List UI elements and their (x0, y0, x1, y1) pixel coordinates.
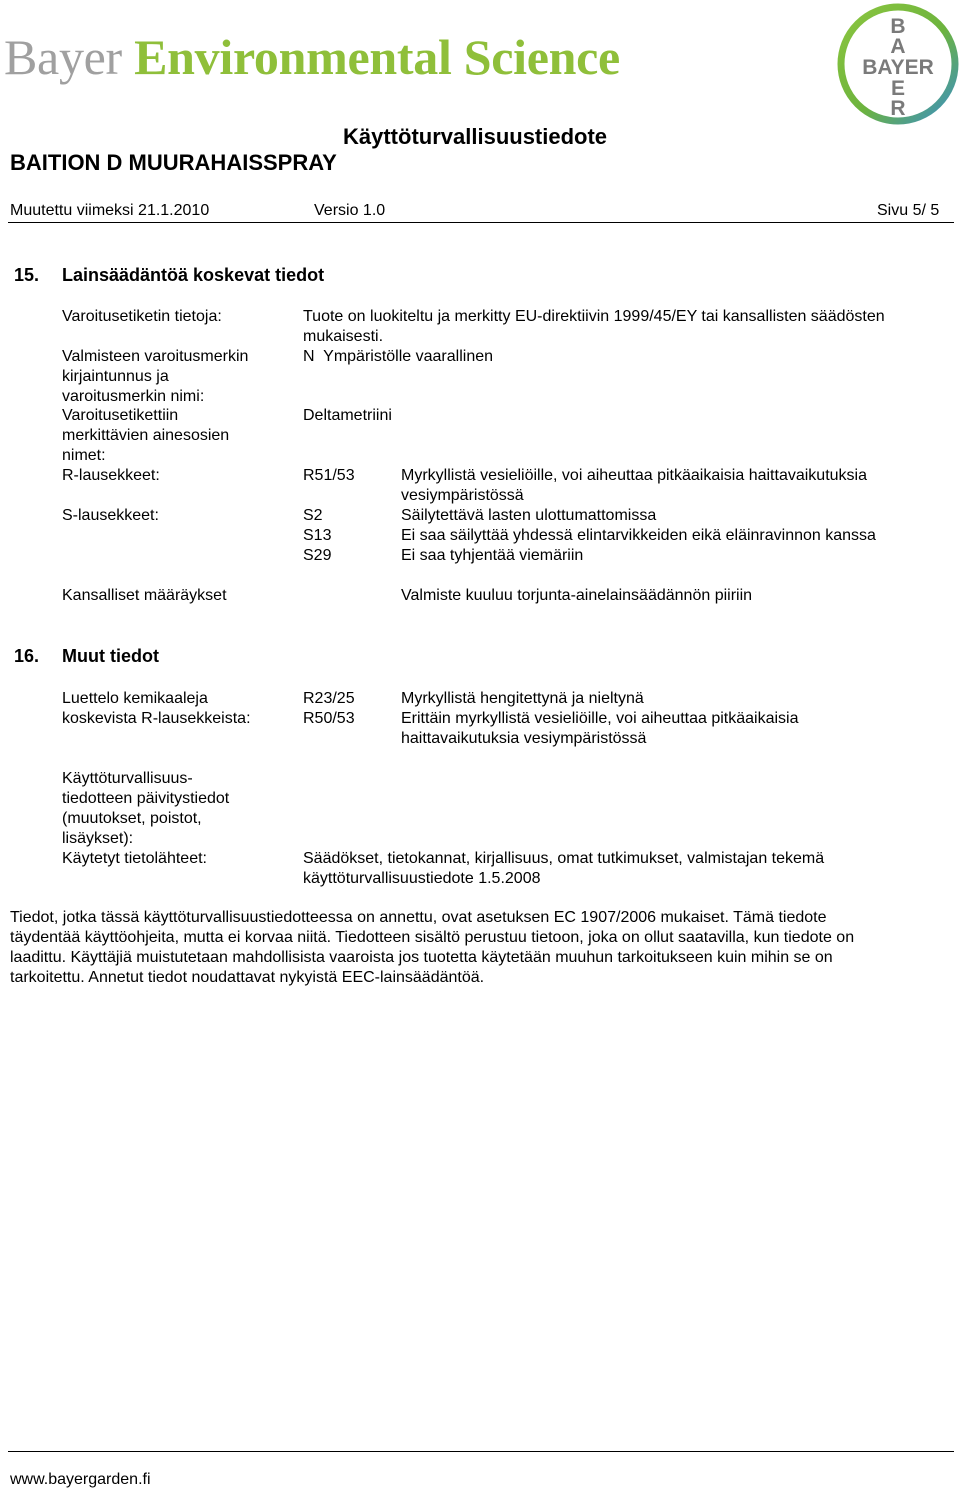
logo-word-bayer: BAYER (862, 56, 934, 79)
label-symbol-line1: Valmisteen varoitusmerkin (62, 348, 249, 365)
label-r-list-line1: Luettelo kemikaaleja (62, 690, 208, 707)
r-phrase-code: R51/53 (303, 467, 355, 484)
logo-letter-b: B (890, 15, 906, 38)
s-phrase-code: S13 (303, 527, 332, 544)
document-type: Käyttöturvallisuustiedote (343, 124, 608, 149)
value-warning-label-line1: Tuote on luokiteltu ja merkitty EU-direktiivin 1999/45/EY tai kansallisten säädösten (303, 308, 885, 325)
r-list-code: R50/53 (303, 710, 355, 727)
version: Versio 1.0 (314, 202, 386, 219)
value-ingredients: Deltametriini (303, 407, 392, 424)
footer-url[interactable]: www.bayergarden.fi (10, 1471, 151, 1488)
label-updates-line2: tiedotteen päivitystiedot (62, 790, 230, 807)
s-phrase-code: S29 (303, 547, 332, 564)
brand-title (4, 28, 620, 86)
s-phrase-text: Ei saa tyhjentää viemäriin (401, 547, 584, 564)
label-updates-line1: Käyttöturvallisuus- (62, 770, 193, 787)
disclaimer-line2: täydentää käyttöohjeita, mutta ei korvaa niitä. Tiedotteen sisältö perustuu tietoon, joka on ollut saatavilla, kun tiedote on (10, 929, 855, 946)
modified-date: Muutettu viimeksi 21.1.2010 (10, 202, 210, 219)
label-r-list-line2: koskevista R-lausekkeista: (62, 710, 251, 727)
bayer-cross-logo (836, 2, 960, 126)
label-updates-line4: lisäykset): (62, 830, 134, 847)
label-ingredients-line3: nimet: (62, 447, 106, 464)
product-name: BAITION D MUURAHAISSPRAY (10, 150, 337, 175)
label-national-regulations: Kansalliset määräykset (62, 587, 227, 604)
label-sources: Käytetyt tietolähteet: (62, 850, 207, 867)
label-s-phrases: S-lausekkeet: (62, 507, 159, 524)
s-phrase-code: S2 (303, 507, 323, 524)
page-number: Sivu 5/ 5 (877, 202, 940, 219)
s-phrase-text: Ei saa säilyttää yhdessä elintarvikkeiden eikä eläinravinnon kanssa (401, 527, 876, 544)
logo-letter-a: A (890, 35, 906, 58)
value-symbol: N Ympäristölle vaarallinen (303, 348, 494, 365)
label-r-phrases: R-lausekkeet: (62, 467, 160, 484)
value-sources-line1: Säädökset, tietokannat, kirjallisuus, omat tutkimukset, valmistajan tekemä (303, 850, 825, 867)
logo-letter-r: R (890, 97, 906, 120)
logo-letter-e: E (890, 77, 906, 100)
label-symbol-line3: varoitusmerkin nimi: (62, 388, 205, 405)
r-phrase-text-line2: vesiympäristössä (401, 487, 524, 504)
brand-bayer: Bayer (4, 29, 135, 85)
value-national-regulations: Valmiste kuuluu torjunta-ainelainsäädännön piiriin (401, 587, 753, 604)
section-16-number: 16. (14, 646, 40, 666)
section-15-number: 15. (14, 265, 40, 285)
label-ingredients-line1: Varoitusetikettiin (62, 407, 179, 424)
r-list-text: Myrkyllistä hengitettynä ja nieltynä (401, 690, 644, 707)
r-list-code: R23/25 (303, 690, 355, 707)
label-updates-line3: (muutokset, poistot, (62, 810, 202, 827)
footer-divider (8, 1451, 954, 1452)
r-list-text-line2: haittavaikutuksia vesiympäristössä (401, 730, 647, 747)
label-ingredients-line2: merkittävien ainesosien (62, 427, 230, 444)
value-sources-line2: käyttöturvallisuustiedote 1.5.2008 (303, 870, 541, 887)
disclaimer-line4: tarkoitettu. Annetut tiedot noudattavat nykyistä EEC-lainsäädäntöä. (10, 969, 485, 986)
value-warning-label-line2: mukaisesti. (303, 328, 384, 345)
s-phrase-text: Säilytettävä lasten ulottumattomissa (401, 507, 657, 524)
r-phrase-text-line1: Myrkyllistä vesieliöille, voi aiheuttaa pitkäaikaisia haittavaikutuksia (401, 467, 867, 484)
brand-environmental-science: Environmental Science (134, 29, 620, 85)
disclaimer-line3: laadittu. Käyttäjiä muistutetaan mahdollisista vaaroista jos tuotetta käytetään muuhun tarkoitukseen kuin mihin se on (10, 949, 833, 966)
label-symbol-line2: kirjaintunnus ja (62, 368, 169, 385)
label-warning-label: Varoitusetiketin tietoja: (62, 308, 222, 325)
section-15-title: Lainsäädäntöä koskevat tiedot (62, 265, 325, 285)
section-16-title: Muut tiedot (62, 646, 159, 666)
r-list-text-line1: Erittäin myrkyllistä vesieliöille, voi aiheuttaa pitkäaikaisia (401, 710, 799, 727)
disclaimer-line1: Tiedot, jotka tässä käyttöturvallisuustiedotteessa on annettu, ovat asetuksen EC 1907/2006 mukaiset. Tämä tiedote (10, 909, 827, 926)
header-divider (8, 222, 954, 223)
